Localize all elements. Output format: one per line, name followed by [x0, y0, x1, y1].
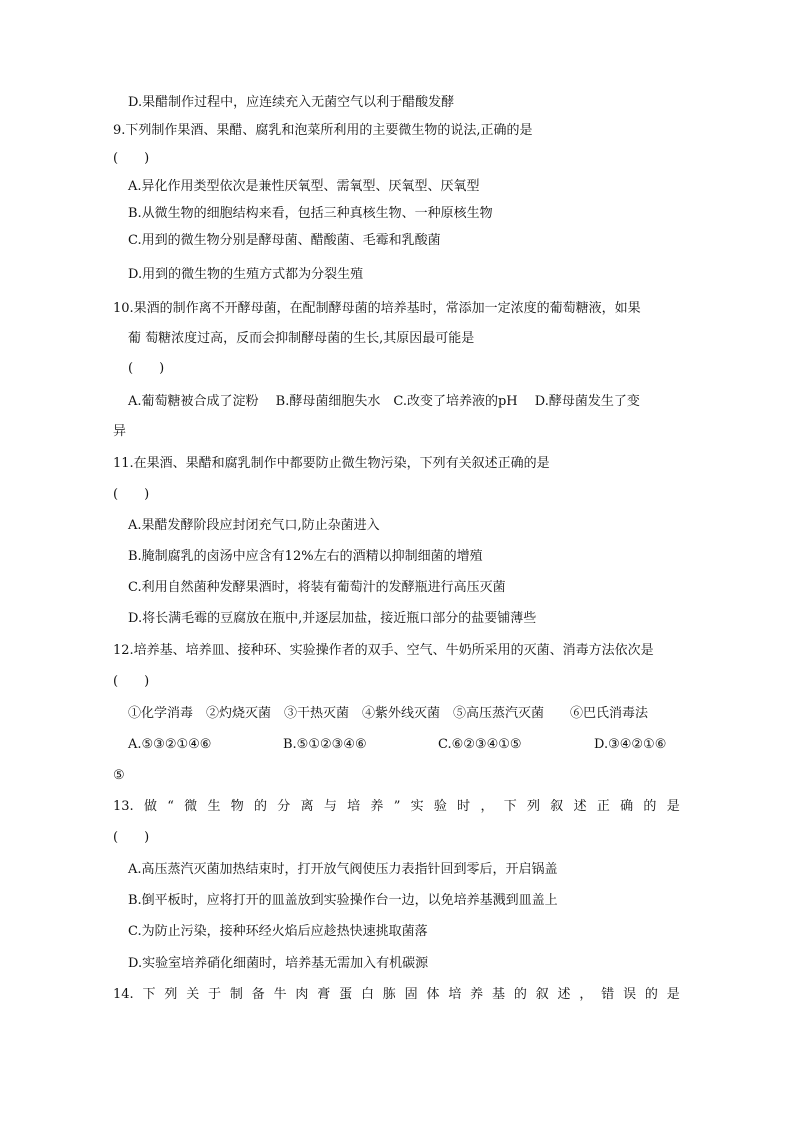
q13-option-b: B.倒平板时，应将打开的皿盖放到实验操作台一边，以免培养基溅到皿盖上	[128, 893, 558, 908]
stem-char: 列	[527, 799, 541, 814]
q13-option-d: D.实验室培养硝化细菌时，培养基无需加入有机碳源	[128, 956, 429, 971]
q9-option-d: D.用到的微生物的生殖方式都为分裂生殖	[128, 267, 364, 282]
q13-option-c: C.为防止污染，接种环经火焰后应趁热快速挑取菌落	[128, 924, 428, 939]
q14-stem	[113, 986, 680, 1004]
q11-option-c: C.利用自然菌种发酵果酒时，将装有葡萄汁的发酵瓶进行高压灭菌	[128, 580, 506, 595]
stem-char: 物	[230, 799, 244, 814]
stem-char: 错	[601, 987, 615, 1002]
q9-answer-blank: ( )	[113, 151, 150, 166]
stem-char: 实	[410, 799, 424, 814]
stem-char: 微	[184, 799, 198, 814]
stem-char: ，	[579, 987, 593, 1002]
stem-char: 做	[143, 799, 157, 814]
q8-option-d: D.果醋制作过程中，应连续充入无菌空气以利于醋酸发酵	[128, 95, 455, 110]
q11-option-a: A.果醋发酵阶段应封闭充气口,防止杂菌进入	[128, 518, 380, 533]
stem-char: 叙	[550, 799, 564, 814]
stem-char: 肉	[295, 987, 309, 1002]
q12-stem: 12.培养基、培养皿、接种环、实验操作者的双手、空气、牛奶所采用的灭菌、消毒方法依次是	[113, 643, 654, 658]
q10-options-wrap: 异	[113, 424, 127, 439]
stem-char: 的	[513, 987, 527, 1002]
q13-stem	[113, 798, 680, 816]
q9-option-b: B.从微生物的细胞结构来看，包括三种真核生物、一种原核生物	[128, 206, 493, 221]
q12-option-c: C.⑥②③④①⑤	[438, 737, 522, 752]
stem-char: 蛋	[339, 987, 353, 1002]
stem-char: ”	[393, 799, 401, 814]
q9-option-a: A.异化作用类型依次是兼性厌氧型、需氧型、厌氧型、厌氧型	[128, 179, 480, 194]
q9-stem: 9.下列制作果酒、果醋、腐乳和泡菜所利用的主要微生物的说法,正确的是	[113, 123, 533, 138]
stem-char: 误	[623, 987, 637, 1002]
stem-char: 是	[666, 799, 680, 814]
stem-char: 生	[207, 799, 221, 814]
stem-char: 14.	[113, 987, 134, 1002]
stem-char: 关	[186, 987, 200, 1002]
stem-char: 13.	[113, 799, 134, 814]
q12-option-d: D.③④②①⑥	[594, 737, 667, 752]
q10-stem-line2: 葡 萄糖浓度过高，反而会抑制酵母菌的生长,其原因最可能是	[128, 331, 475, 346]
stem-char: 于	[208, 987, 222, 1002]
q9-option-c: C.用到的微生物分别是酵母菌、醋酸菌、毛霉和乳酸菌	[128, 233, 441, 248]
q12-answer-blank: ( )	[113, 674, 150, 689]
q10-stem-line1: 10.果酒的制作离不开酵母菌，在配制酵母菌的培养基时，常添加一定浓度的葡萄糖液，如果	[113, 301, 641, 316]
q12-options-wrap: ⑤	[113, 768, 125, 783]
q10-options: A.葡萄糖被合成了淀粉 B.酵母菌细胞失水 C.改变了培养液的pH D.酵母菌发生了变	[128, 394, 640, 409]
stem-char: 的	[254, 799, 268, 814]
stem-char: 牛	[273, 987, 287, 1002]
stem-char: 培	[448, 987, 462, 1002]
q11-option-b: B.腌制腐乳的卤汤中应含有12%左右的酒精以抑制细菌的增殖	[128, 549, 483, 564]
stem-char: 备	[251, 987, 265, 1002]
stem-char: 基	[492, 987, 506, 1002]
stem-char: 述	[557, 987, 571, 1002]
stem-char: 离	[300, 799, 314, 814]
stem-char: 白	[360, 987, 374, 1002]
stem-char: 叙	[535, 987, 549, 1002]
stem-char: 列	[164, 987, 178, 1002]
stem-char: 固	[404, 987, 418, 1002]
stem-char: 是	[666, 987, 680, 1002]
stem-char: 时	[457, 799, 471, 814]
q11-stem: 11.在果酒、果醋和腐乳制作中都要防止微生物污染，下列有关叙述正确的是	[113, 456, 550, 471]
stem-char: 制	[229, 987, 243, 1002]
q11-answer-blank: ( )	[113, 487, 150, 502]
stem-char: 的	[643, 799, 657, 814]
q13-option-a: A.高压蒸汽灭菌加热结束时，打开放气阀使压力表指针回到零后，开启锅盖	[128, 862, 558, 877]
stem-char: “	[167, 799, 174, 814]
stem-char: 膏	[317, 987, 331, 1002]
stem-char: 胨	[382, 987, 396, 1002]
q12-option-b: B.⑤①②③④⑥	[283, 737, 367, 752]
stem-char: 下	[142, 987, 156, 1002]
stem-char: 分	[277, 799, 291, 814]
q13-answer-blank: ( )	[113, 830, 150, 845]
stem-char: 与	[323, 799, 337, 814]
stem-char: 正	[596, 799, 610, 814]
stem-char: 述	[573, 799, 587, 814]
stem-char: 的	[644, 987, 658, 1002]
stem-char: 养	[470, 987, 484, 1002]
q12-methods-list: ①化学消毒 ②灼烧灭菌 ③干热灭菌 ④紫外线灭菌 ⑤高压蒸汽灭菌 ⑥巴氏消毒法	[128, 706, 649, 721]
stem-char: 养	[370, 799, 384, 814]
stem-char: 下	[503, 799, 517, 814]
stem-char: 体	[426, 987, 440, 1002]
stem-char: ，	[480, 799, 494, 814]
q10-answer-blank: ( )	[128, 361, 165, 376]
q12-option-a: A.⑤③②①④⑥	[128, 737, 212, 752]
stem-char: 培	[347, 799, 361, 814]
stem-char: 验	[433, 799, 447, 814]
stem-char: 确	[620, 799, 634, 814]
q11-option-d: D.将长满毛霉的豆腐放在瓶中,并逐层加盐，接近瓶口部分的盐要铺薄些	[128, 611, 537, 626]
